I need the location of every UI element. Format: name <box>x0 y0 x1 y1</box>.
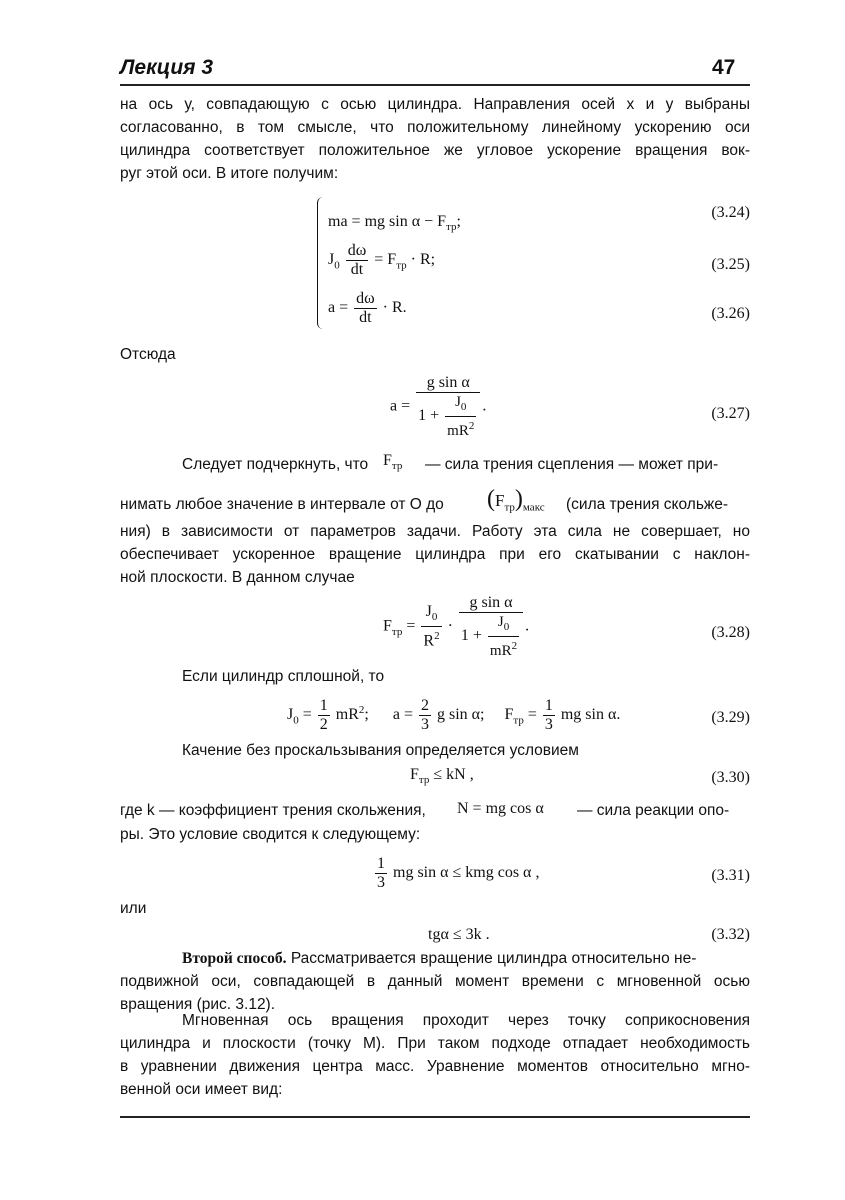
para3-line-1b: — сила реакции опо- <box>577 802 730 819</box>
para1-line-2: согласованно, в том смысле, что положительному линейному ускорению оси <box>120 119 750 136</box>
kachenie-text: Качение без проскальзывания определяется условием <box>182 742 579 759</box>
para2-line-1a: Следует подчеркнуть, что <box>182 456 369 473</box>
eq-number-3-32: (3.32) <box>711 926 750 943</box>
equation-3-26: a = $\frac{d\omega}{dt}$ · R. <box>328 290 407 326</box>
para5-line-1: Мгновенная ось вращения проходит через точку соприкосновения <box>182 1012 750 1029</box>
eq-number-3-25: (3.25) <box>711 256 750 273</box>
second-method-bold: Второй способ. <box>182 950 287 967</box>
equation-3-28: $F_{тр}$ = $\frac{J_0}{R^2}$ · g sin α 1 + $\frac{J_0}{mR^2}$ . <box>383 594 530 659</box>
eq-number-3-27: (3.27) <box>711 405 750 422</box>
para2-line-2b: (сила трения скольже- <box>566 496 729 513</box>
para2-line-1b: — сила трения сцепления — может при- <box>425 456 719 473</box>
eq-number-3-31: (3.31) <box>711 867 750 884</box>
para1-line-3: цилиндра соответствует положительное же угловое ускорение вращения вок- <box>120 142 750 159</box>
f-tr-max-symbol: $(F_{тр})_{макс}$ <box>487 486 545 514</box>
equation-3-31: $\frac{1}{3}$ mg sin α ≤ kmg cos α , <box>377 855 540 891</box>
page-number: 47 <box>712 56 736 79</box>
para1-line-1: на ось у, совпадающую с осью цилиндра. Направления осей х и у выбраны <box>120 96 750 113</box>
esli-text: Если цилиндр сплошной, то <box>182 668 385 685</box>
second-method-heading <box>182 950 696 968</box>
otsyuda-text: Отсюда <box>120 346 176 363</box>
para4-line-3: вращения (рис. 3.12). <box>120 996 276 1013</box>
equation-3-32: tgα ≤ 3k . <box>428 926 490 943</box>
f-tr-symbol: $F_{тр}$ <box>383 452 403 473</box>
para2-line-2a: нимать любое значение в интервале от О до <box>120 496 444 513</box>
para1-line-4: руг этой оси. В итоге получим: <box>120 165 339 182</box>
para4-line-1: Рассматривается вращение цилиндра относительно не- <box>290 950 697 967</box>
ili-text: или <box>120 900 147 917</box>
eq-number-3-24: (3.24) <box>711 204 750 221</box>
para3-line-2: ры. Это условие сводится к следующему: <box>120 826 421 843</box>
equation-system-brace <box>317 197 326 329</box>
para5-line-2: цилиндра и плоскости (точку М). При таком подходе отпадает необходимость <box>120 1035 750 1052</box>
para2-line-4: обеспечивает ускоренное вращение цилиндра при его скатывании с наклон- <box>120 546 750 563</box>
para5-line-3: в уравнении движения центра масс. Уравнение моментов относительно мгно- <box>120 1058 750 1075</box>
eq-number-3-28: (3.28) <box>711 624 750 641</box>
para2-line-3: ния) в зависимости от параметров задачи. Работу эта сила не совершает, но <box>120 523 750 540</box>
header-rule <box>120 84 750 86</box>
eq-number-3-30: (3.30) <box>711 769 750 786</box>
para5-line-4: венной оси имеет вид: <box>120 1081 283 1098</box>
footer-rule <box>120 1116 750 1118</box>
running-header-title: Лекция 3 <box>120 56 214 79</box>
equation-3-27: a = g sin α 1 + $\frac{J_0}{mR^2}$ . <box>390 374 487 439</box>
para3-line-1a: где k — коэффициент трения скольжения, <box>120 802 426 819</box>
equation-3-24: ma = mg $\sin \alpha - F_{тр}$; <box>328 213 461 234</box>
eq-number-3-29: (3.29) <box>711 709 750 726</box>
n-equals-symbol: N = mg cos α <box>457 800 544 817</box>
equation-3-25: $J_0$ $\frac{d\omega}{dt}$ = $F_{тр} \cdot R$; <box>328 242 436 278</box>
para2-line-5: ной плоскости. В данном случае <box>120 569 355 586</box>
equation-3-30: $F_{тр}$ ≤ kN , <box>410 766 474 787</box>
eq-number-3-26: (3.26) <box>711 305 750 322</box>
para4-line-2: подвижной оси, совпадающей в данный момент времени с мгновенной осью <box>120 973 750 990</box>
equation-3-29: $J_0$ = $\frac{1}{2}$ $mR^2$; a = $\frac{2}{3}$ g sin α; $F_{тр}$ = $\frac{1}{3}$ mg sin α. <box>287 697 621 733</box>
